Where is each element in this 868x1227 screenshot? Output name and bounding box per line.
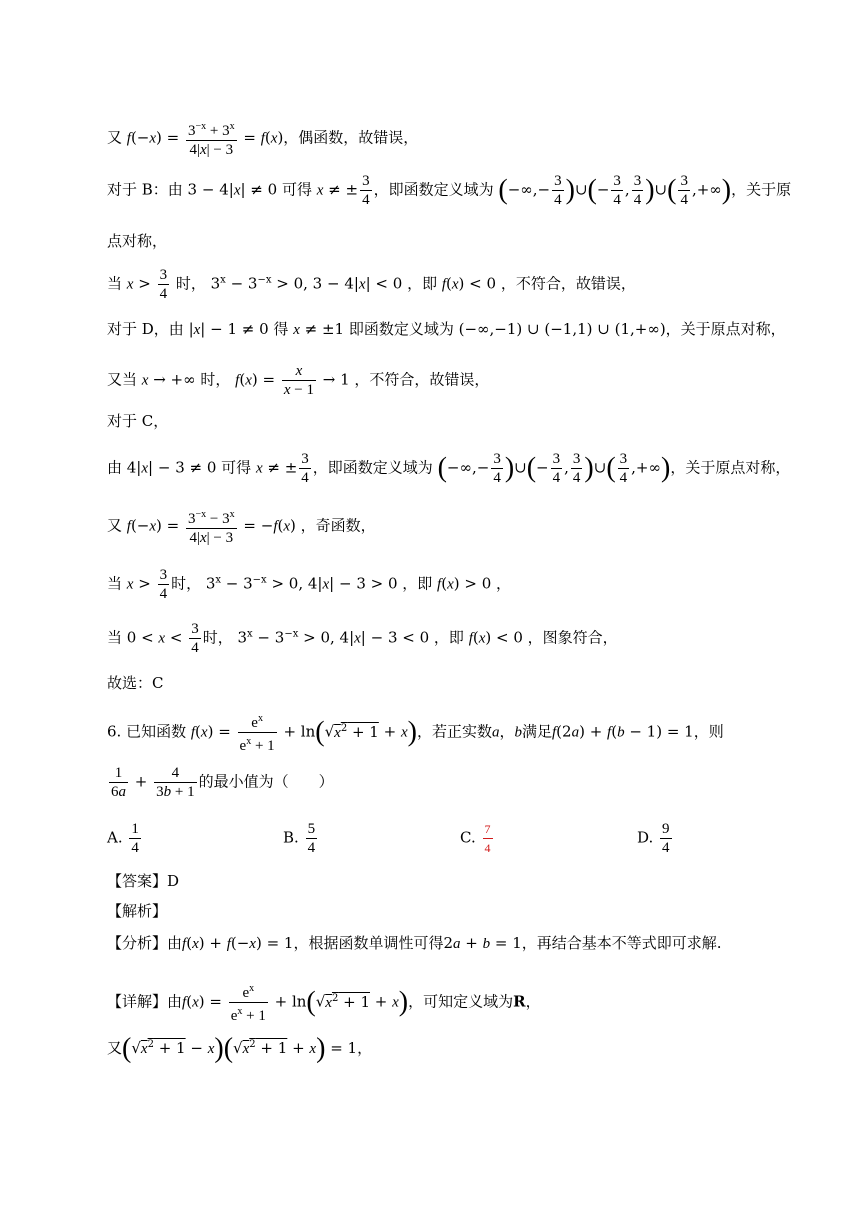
q6-cond: 满足 (521, 722, 552, 741)
option-den: 4 (131, 840, 139, 856)
analysis-head: 【解析】 (107, 902, 168, 920)
option-label: A. (107, 828, 123, 847)
line-7: 对于 C， (107, 412, 169, 430)
option-label: B. (283, 828, 299, 847)
last-line: 又$(√x^2 + 1 - x)(√x^2 + 1 + x) = 1$， (107, 1033, 373, 1064)
domain-R: R (513, 992, 526, 1011)
xiangjie-text2: ，可知定义域为 (408, 992, 514, 1011)
last-prefix: 又 (107, 1039, 123, 1057)
xiangjie-line: 【详解】由f(x) = $\frac{e^x}{e^x + 1}$ + $\ln(√x^2 + 1 + x)$，可知定义域为R， (107, 980, 828, 1025)
option-num: 5 (307, 821, 316, 837)
fenxi-text2: ，根据函数单调性可得 (293, 934, 444, 952)
xiangjie-text1: 由 (167, 992, 183, 1011)
math-f-neg-x: f (126, 130, 131, 147)
line-9: 又 f(−x) = $\frac{3^{-x} - 3^x}{4|x| - 3}$ = −f(x) ，奇函数， (107, 506, 828, 547)
line-5: 对于 D，由 |x| − 1 ≠ 0 得 x ≠ ±1 即函数定义域为 (−∞,−1) ∪ (−1,1) ∪ (1,+∞)，关于原点对称， (107, 320, 786, 338)
q6-suffix: 的最小值为（ ） (198, 772, 334, 791)
question-6-stem: 6. 已知函数 f(x) = $\frac{e^x}{e^x + 1}$ + $\ln(√x^2 + 1 + x)$，若正实数a，b满足f(2a) + f(b − 1) = 1，则 (107, 710, 828, 755)
xiangjie-label: 【详解】 (107, 992, 168, 1011)
option-num: 1 (131, 821, 139, 837)
line-11: 当 0 < x < $\frac{3}{4}$ 时， $3^x - 3^{-x} > 0$, 4|x| − 3 < 0 ，即 f(x) < 0 ，图象符合， (107, 621, 618, 656)
option-label: C. (460, 828, 476, 847)
var-a: a (491, 724, 500, 741)
line-12: 故选：C (107, 674, 164, 692)
option-b (283, 820, 319, 857)
answer-line (107, 870, 828, 892)
comma: ， (499, 722, 515, 741)
line-8: 由 4|x| − 3 ≠ 0 可得 x ≠ ± $\frac{3}{4}$ ，即函数定义域为 (−∞,− $\frac{3}{4}$ )∪(− $\frac{3}{4}$ , $\frac{3}{4}$ )∪( $\frac{3}{4}$ ,+∞)，关于原点对称， (107, 451, 791, 486)
line-3: 点对称， (107, 232, 168, 250)
line-2: 对于 B：由 3 − 4|x| ≠ 0 可得 x ≠ ± $\frac{3}{4}$ ，即函数定义域为 (−∞,− $\frac{3}{4}$ )∪(− $\frac{3}{4}$ , $\frac{3}{4}$ )∪( $\frac{3}{4}$ ,+∞)，关于原 (107, 173, 792, 208)
q6-prefix: 6. 已知函数 (107, 722, 187, 741)
fenxi-line: 【分析】由f(x) + f(−x) = 1，根据函数单调性可得2a + b = 1，再结合基本不等式即可求解. (107, 934, 722, 952)
option-den: 4 (662, 840, 670, 856)
last-suffix: ， (357, 1039, 373, 1057)
analysis-heading (107, 900, 828, 922)
question-6-line2: $\frac{1}{6a}$ + $\frac{4}{3b + 1}$ 的最小值为（ ） (111, 765, 334, 800)
line-1: 又 f(−x) = $\frac{3^{-x} + 3^x}{4|x| - 3}$ = f(x)，偶函数，故错误， (107, 118, 828, 159)
fenxi-text3: ，再结合基本不等式即可求解. (521, 934, 722, 952)
option-label: D. (637, 828, 654, 847)
answer-label: 【答案】 (107, 872, 168, 890)
answer-value: D (167, 872, 180, 890)
option-c (460, 820, 495, 857)
text: 又 (107, 128, 127, 147)
line-4: 当 x > $\frac{3}{4}$ 时， $3^x - 3^{-x} > 0$, 3 − 4|x| < 0 ，即 f(x) < 0 ，不符合，故错误， (107, 267, 636, 302)
fenxi-text1: 由 (167, 934, 183, 952)
var-b: b (514, 724, 522, 741)
line-6: 又当 x → +∞ 时， f(x) = $\frac{x}{x - 1}$ → 1 ，不符合，故错误， (107, 363, 490, 398)
text: ，偶函数，故错误， (283, 128, 419, 147)
option-d (637, 820, 674, 857)
xiangjie-text3: ， (525, 992, 541, 1011)
option-num: 7 (483, 820, 493, 839)
fenxi-label: 【分析】 (107, 934, 168, 952)
q6-end: ，则 (693, 722, 724, 741)
option-den: 4 (484, 841, 491, 855)
line-10: 当 x > $\frac{3}{4}$ 时， $3^x - 3^{-x} > 0$, 4|x| − 3 > 0 ，即 f(x) > 0 ， (107, 567, 512, 602)
q6-mid: ，若正实数 (416, 722, 492, 741)
option-a (107, 820, 143, 857)
option-den: 4 (307, 840, 316, 856)
fraction: $\frac{3^{-x} + 3^x}{4|x| - 3}$ (186, 118, 237, 159)
option-num: 9 (662, 821, 670, 837)
